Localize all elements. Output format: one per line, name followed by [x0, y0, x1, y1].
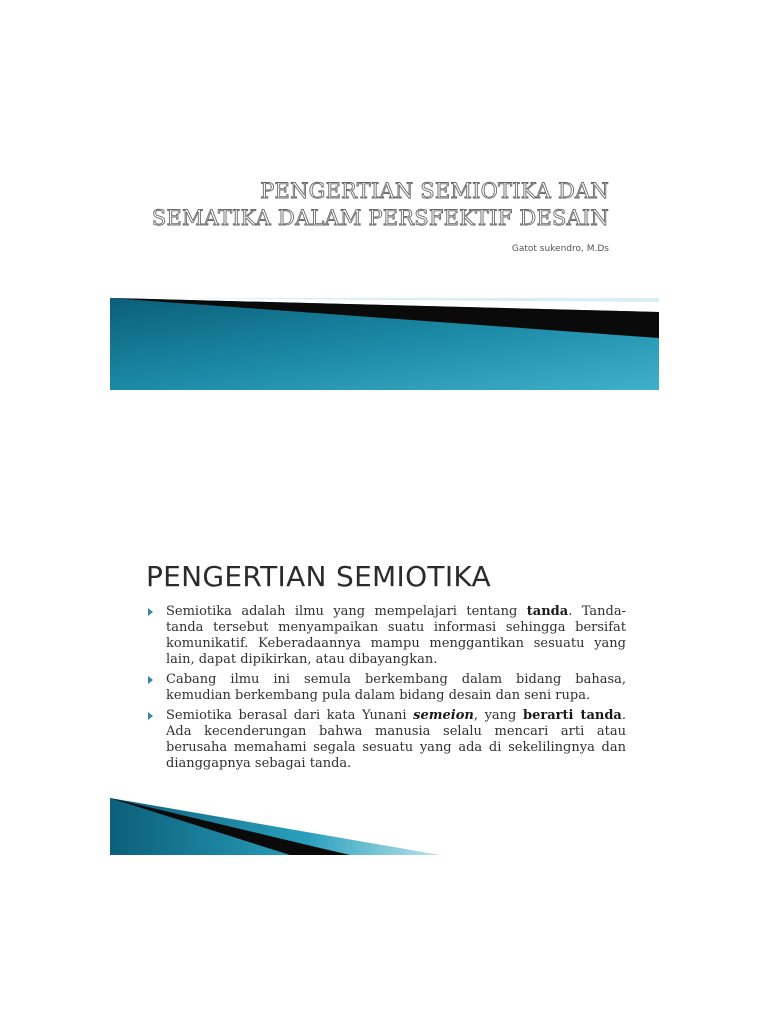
bullet-text: . Ada kecenderungan bahwa manusia selalu mencari arti atau berusaha memahami segala sesuatu yang ada di sekelilingnya dan dianggapnya sebagai tanda.	[166, 708, 626, 771]
bullet-item	[147, 672, 626, 704]
bullet-list	[147, 604, 626, 776]
bullet-text: Semiotika adalah ilmu yang mempelajari tentang	[166, 604, 527, 619]
title-slide	[110, 150, 659, 390]
content-slide	[110, 530, 659, 855]
bullet-text: Cabang ilmu ini semula berkembang dalam bidang bahasa, kemudian berkembang pula dalam bidang desain dan seni rupa.	[166, 672, 626, 703]
bullet-text: . Tanda-tanda tersebut menyampaikan suatu informasi sehingga bersifat komunikatif. Keberadaannya mampu menggantikan sesuatu yang lain, dapat dipikirkan, atau dibayangkan.	[166, 604, 626, 667]
bullet-text: Semiotika berasal dari kata Yunani	[166, 708, 414, 723]
bullet-arrow-icon	[148, 608, 153, 616]
slide-title	[152, 178, 609, 232]
bullet-arrow-icon	[148, 712, 153, 720]
bullet-bold-term: berarti tanda	[523, 708, 622, 723]
slide-title-line-2: SEMATIKA DALAM PERSFEKTIF DESAIN	[151, 206, 609, 230]
bullet-item	[147, 708, 626, 772]
slide-subtitle: Gatot sukendro, M.Ds	[511, 244, 609, 254]
bullet-item	[147, 604, 626, 668]
content-slide-title: PENGERTIAN SEMIOTIKA	[146, 560, 491, 593]
bullet-text: , yang	[473, 708, 524, 723]
bullet-bold-italic-term: semeion	[413, 708, 474, 723]
bullet-arrow-icon	[148, 676, 153, 684]
bullet-bold-term: tanda	[526, 604, 569, 619]
decorative-corner	[110, 798, 440, 855]
slide-title-line-1: PENGERTIAN SEMIOTIKA DAN	[260, 179, 609, 203]
decorative-banner	[110, 298, 659, 390]
